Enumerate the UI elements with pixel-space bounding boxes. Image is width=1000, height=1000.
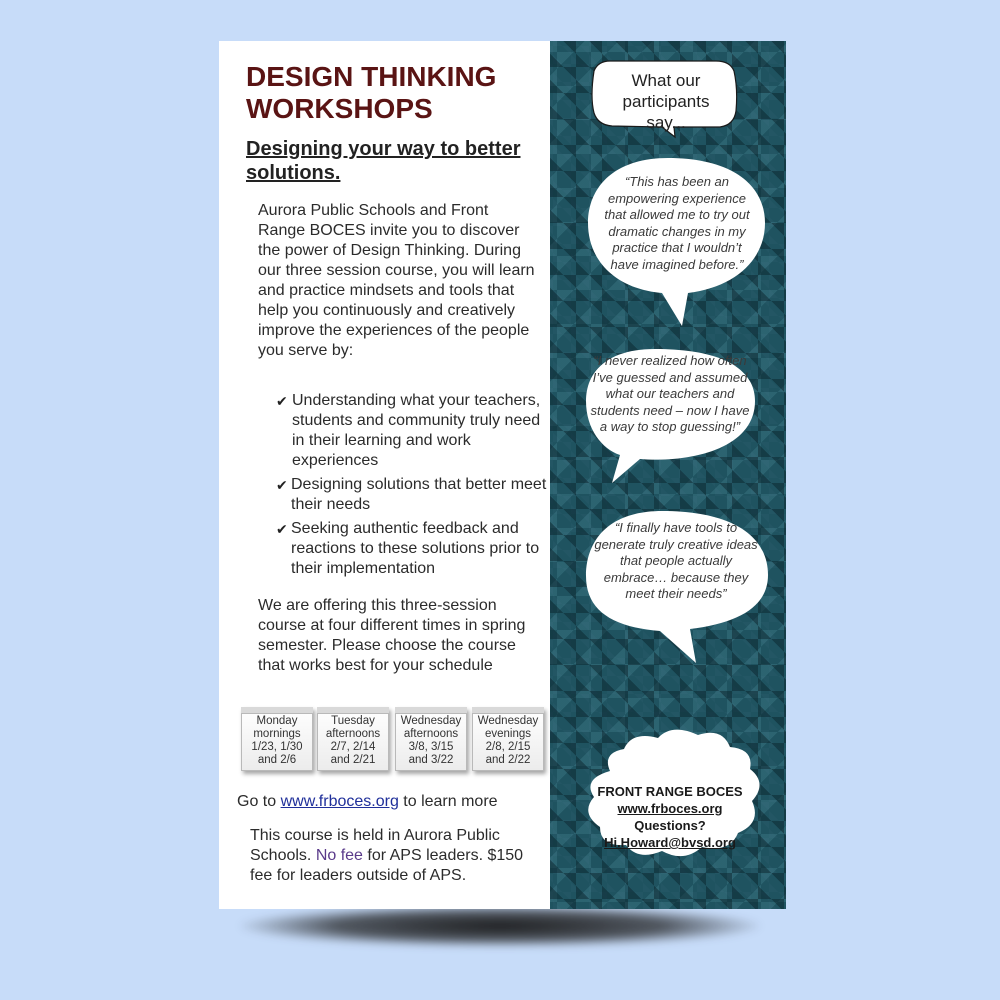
intro-paragraph: Aurora Public Schools and Front Range BOCES invite you to discover the power of Design Thinking. During our three session course, you will learn and practice mindsets and tools that help you continuously and creatively improve the experiences of the people you serve by: xyxy=(258,202,535,359)
participants-heading: What our participants say... xyxy=(622,71,710,132)
session-time: mornings xyxy=(253,728,301,740)
website-callout xyxy=(237,792,547,812)
session-time: afternoons xyxy=(403,728,459,740)
org-name: FRONT RANGE BOCES xyxy=(597,784,743,799)
list-item-text: Designing solutions that better meet their needs xyxy=(291,476,547,513)
checkmark-icon: ✔ xyxy=(276,393,288,409)
contact-info xyxy=(590,783,750,851)
offer-paragraph: We are offering this three-session course at four different times in spring semester. Please choose the course that works best for your schedule xyxy=(258,597,526,674)
session-dates-end: and 2/22 xyxy=(485,754,531,766)
session-time: afternoons xyxy=(325,728,381,740)
fee-info xyxy=(250,826,545,886)
session-card xyxy=(241,707,313,771)
session-dates: 2/7, 2/14 xyxy=(330,741,376,753)
list-item-text: Understanding what your teachers, students and community truly need in their learning and work experiences xyxy=(292,392,541,469)
questions-label: Questions? xyxy=(634,818,706,833)
testimonial-quote: “I finally have tools to generate truly creative ideas that people actually embrace… because they meet their needs” xyxy=(594,520,758,601)
page-title: DESIGN THINKING WORKSHOPS xyxy=(246,61,497,124)
session-card xyxy=(395,707,467,771)
session-day: Wednesday xyxy=(477,715,539,727)
fee-text-start: This course is held in Aurora Public Schools. xyxy=(250,827,500,864)
fee-text-end: for APS leaders. $150 fee for leaders outside of APS. xyxy=(250,847,524,884)
goto-suffix: to learn more xyxy=(398,793,498,810)
session-dates: 1/23, 1/30 xyxy=(251,741,303,753)
goto-prefix: Go to xyxy=(237,793,281,810)
testimonial-quote: “I never realized how often I’ve guessed and assumed what our teachers and students need – now I have a way to stop guessing!” xyxy=(590,353,750,434)
session-day: Tuesday xyxy=(331,715,375,727)
session-card xyxy=(472,707,544,771)
session-day: Wednesday xyxy=(400,715,462,727)
testimonial-quote: “This has been an empowering experience that allowed me to try out dramatic changes in my practice that I wouldn’t have imagined before.” xyxy=(604,174,750,272)
session-dates-end: and 2/21 xyxy=(330,754,376,766)
session-dates: 2/8, 2/15 xyxy=(485,741,531,753)
session-dates-end: and 3/22 xyxy=(408,754,454,766)
session-dates: 3/8, 3/15 xyxy=(408,741,454,753)
flyer-shadow xyxy=(240,905,760,947)
list-item-text: Seeking authentic feedback and reactions to these solutions prior to their implementation xyxy=(291,520,540,577)
testimonial-panel xyxy=(550,41,786,909)
flyer xyxy=(219,41,786,909)
subtitle: Designing your way to better solutions. xyxy=(246,138,521,184)
checkmark-icon: ✔ xyxy=(276,521,288,537)
session-day: Monday xyxy=(256,715,298,727)
speech-bubbles xyxy=(550,41,786,909)
no-fee-highlight: No fee xyxy=(315,847,363,864)
session-time: evenings xyxy=(484,728,532,740)
left-column xyxy=(219,41,550,909)
session-card xyxy=(317,707,389,771)
checkmark-icon: ✔ xyxy=(276,477,288,493)
contact-email-link[interactable]: Hi.Howard@bvsd.org xyxy=(604,835,736,850)
contact-website-link[interactable]: www.frboces.org xyxy=(617,801,723,816)
session-dates-end: and 2/6 xyxy=(257,754,297,766)
website-link[interactable]: www.frboces.org xyxy=(280,793,399,810)
